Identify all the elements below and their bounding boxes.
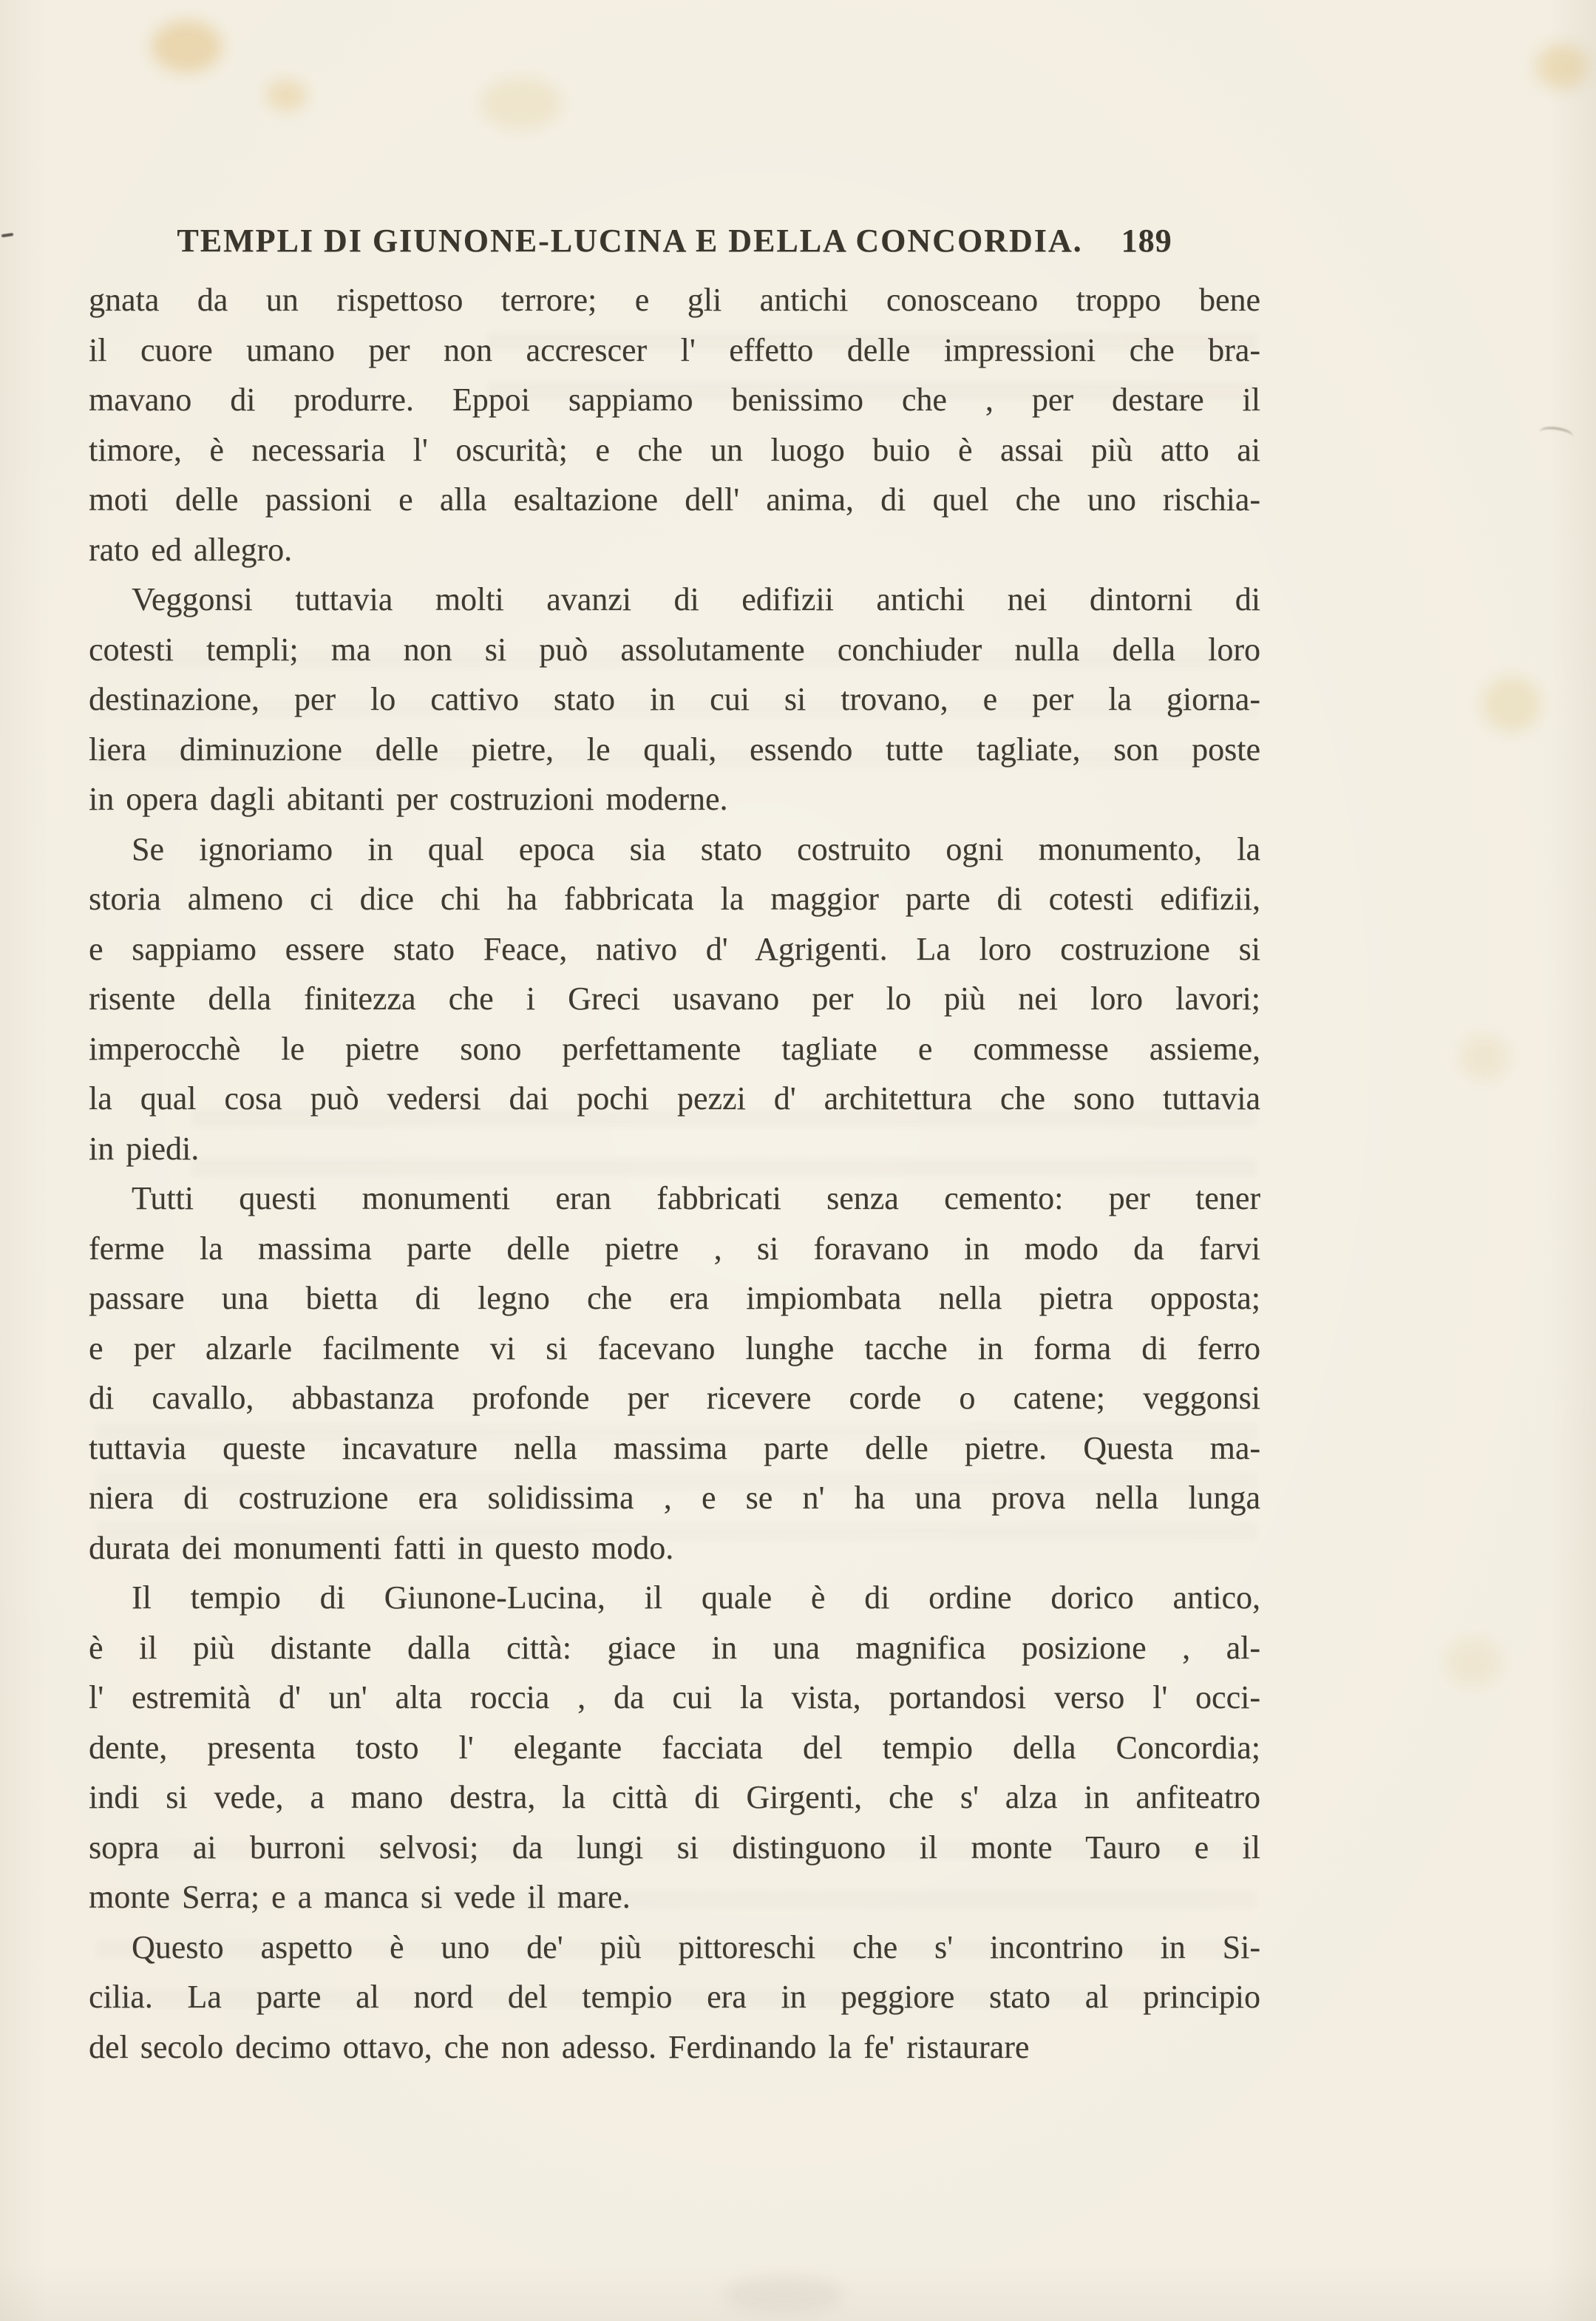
text-block — [89, 275, 1260, 2072]
text-line: tuttavia queste incavature nella massima parte delle pietre. Questa ma- — [89, 1429, 1260, 1466]
text-line: rato ed allegro. — [89, 531, 293, 568]
paper-stain — [724, 2276, 843, 2313]
text-line: ferme la massima parte delle pietre , si foravano in modo da farvi — [89, 1230, 1260, 1267]
paper-stain — [1460, 1035, 1508, 1080]
text-line: imperocchè le pietre sono perfettamente tagliate e commesse assieme, — [89, 1030, 1260, 1067]
paper-stain — [481, 78, 562, 129]
paragraph — [89, 824, 1260, 1174]
paragraph — [89, 275, 1260, 575]
text-line: sopra ai burroni selvosi; da lungi si distinguono il monte Tauro e il — [89, 1829, 1260, 1866]
text-line: Questo aspetto è uno de' più pittoreschi che s' incontrino in Si- — [132, 1928, 1260, 1965]
text-line: gnata da un rispettoso terrore; e gli antichi conosceano troppo bene — [89, 282, 1260, 318]
paragraph — [89, 575, 1260, 824]
text-line: Se ignoriamo in qual epoca sia stato costruito ogni monumento, la — [132, 830, 1260, 867]
text-line: la qual cosa può vedersi dai pochi pezzi d' architettura che sono tuttavia — [89, 1080, 1260, 1117]
text-line: del secolo decimo ottavo, che non adesso. Ferdinando la fe' ristaurare — [89, 2028, 1030, 2065]
paper-stain — [1536, 44, 1588, 89]
text-line: liera diminuzione delle pietre, le quali, essendo tutte tagliate, son poste — [89, 731, 1260, 768]
text-line: Il tempio di Giunone-Lucina, il quale è di ordine dorico antico, — [132, 1579, 1260, 1616]
paper-stain — [1482, 677, 1541, 732]
text-line: di cavallo, abbastanza profonde per ricevere corde o catene; veggonsi — [89, 1380, 1260, 1416]
text-line: risente della finitezza che i Greci usavano per lo più nei loro lavori; — [89, 980, 1260, 1017]
paper-stain — [1445, 1638, 1501, 1686]
text-line: Tutti questi monumenti eran fabbricati senza cemento: per tener — [132, 1180, 1260, 1216]
paragraph — [89, 1173, 1260, 1573]
text-line: in piedi. — [89, 1130, 200, 1167]
text-line: niera di costruzione era solidissima , e se n' ha una prova nella lunga — [89, 1480, 1260, 1516]
paragraph — [89, 1922, 1260, 2073]
running-header — [89, 222, 1260, 260]
text-line: monte Serra; e a manca si vede il mare. — [89, 1879, 631, 1915]
paragraph — [89, 1573, 1260, 1922]
text-line: è il più distante dalla città: giace in una magnifica posizione , al- — [89, 1629, 1260, 1666]
paper-stain — [152, 21, 222, 72]
text-line: e sappiamo essere stato Feace, nativo d' Agrigenti. La loro costruzione si — [89, 930, 1260, 967]
text-line: storia almeno ci dice chi ha fabbricata la maggior parte di cotesti edifizii, — [89, 881, 1260, 917]
text-line: cilia. La parte al nord del tempio era in peggiore stato al principio — [89, 1979, 1260, 2015]
page-number: 189 — [1121, 223, 1172, 259]
text-line: mavano di produrre. Eppoi sappiamo benissimo che , per destare il — [89, 382, 1260, 418]
running-header-title: TEMPLI DI GIUNONE-LUCINA E DELLA CONCORDIA. — [177, 223, 1083, 259]
text-line: destinazione, per lo cattivo stato in cui si trovano, e per la giorna- — [89, 681, 1260, 717]
text-line: timore, è necessaria l' oscurità; e che un luogo buio è assai più atto ai — [89, 431, 1260, 468]
text-line: dente, presenta tosto l' elegante facciata del tempio della Concordia; — [89, 1729, 1260, 1766]
text-line: il cuore umano per non accrescer l' effetto delle impressioni che bra- — [89, 331, 1260, 368]
text-line: cotesti templi; ma non si può assolutamente conchiuder nulla della loro — [89, 631, 1260, 668]
text-line: e per alzarle facilmente vi si facevano lunghe tacche in forma di ferro — [89, 1329, 1260, 1366]
paper-stain — [266, 80, 307, 111]
margin-ink-mark — [1, 233, 13, 237]
text-line: passare una bietta di legno che era impiombata nella pietra opposta; — [89, 1280, 1260, 1316]
text-line: moti delle passioni e alla esaltazione dell' anima, di quel che uno rischia- — [89, 481, 1260, 518]
text-line: in opera dagli abitanti per costruzioni moderne. — [89, 781, 728, 817]
text-line: l' estremità d' un' alta roccia , da cui la vista, portandosi verso l' occi- — [89, 1679, 1260, 1715]
margin-pen-stroke — [1538, 425, 1574, 444]
text-line: Veggonsi tuttavia molti avanzi di edifizii antichi nei dintorni di — [132, 581, 1260, 617]
text-line: durata dei monumenti fatti in questo modo. — [89, 1529, 674, 1566]
text-line: indi si vede, a mano destra, la città di Girgenti, che s' alza in anfiteatro — [89, 1779, 1260, 1815]
